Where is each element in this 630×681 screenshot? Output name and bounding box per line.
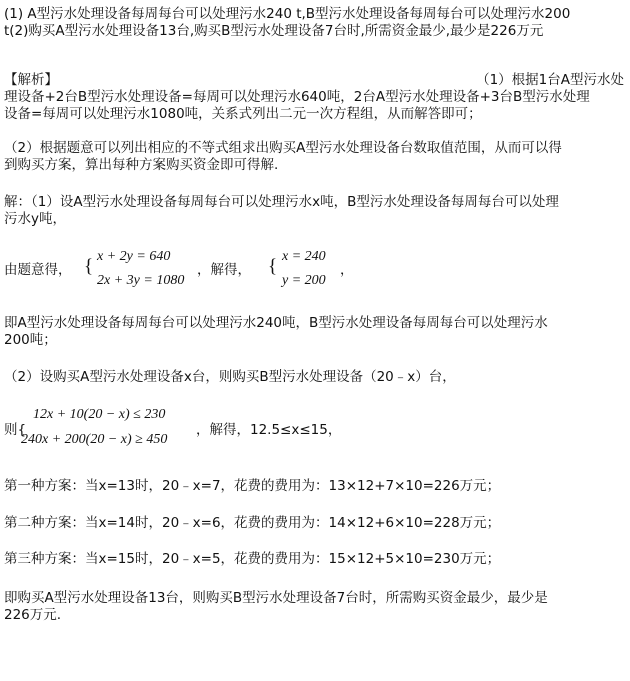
- analysis-p2-line1: （2）根据题意可以列出相应的不等式组求出购买A型污水处理设备台数取值范围，从而可以得: [4, 140, 562, 156]
- then-label: 则{: [4, 422, 27, 438]
- solve-label: ，解得，: [197, 262, 251, 278]
- inequality-2: 240x + 200(20 − x) ≥ 450: [21, 432, 168, 447]
- answer-line-1: (1) A型污水处理设备每周每台可以处理污水240 t,B型污水处理设备每周每台可以处理污水200: [4, 6, 571, 22]
- solution-part2: （2）设购买A型污水处理设备x台，则购买B型污水处理设备（20﹣x）台，: [4, 369, 456, 385]
- analysis-p2-line2: 到购买方案，算出每种方案购买资金即可得解.: [4, 157, 279, 173]
- solution-y: y = 200: [282, 273, 326, 288]
- equation-2: 2x + 3y = 1080: [97, 273, 185, 288]
- conclusion-line2: 226万元.: [4, 607, 62, 623]
- solution-x: x = 240: [282, 249, 326, 264]
- analysis-p1-line2: 理设备+2台B型污水处理设备=每周可以处理污水640吨，2台A型污水处理设备+3台B型污水处理: [4, 89, 590, 105]
- inequality-1: 12x + 10(20 − x) ≤ 230: [33, 407, 166, 422]
- solution-part1-line1: 解：（1）设A型污水处理设备每周每台可以处理污水x吨，B型污水处理设备每周每台可以处理: [4, 194, 559, 210]
- plan-3: 第三种方案：当x=15时，20﹣x=5，花费的费用为：15×12+5×10=230万元；: [4, 551, 501, 567]
- plan-1: 第一种方案：当x=13时，20﹣x=7，花费的费用为：13×12+7×10=226万元；: [4, 478, 501, 494]
- plan-2: 第二种方案：当x=14时，20﹣x=6，花费的费用为：14×12+6×10=228万元；: [4, 515, 501, 531]
- result-1-line1: 即A型污水处理设备每周每台可以处理污水240吨，B型污水处理设备每周每台可以处理污水: [4, 315, 548, 331]
- answer-line-2: t(2)购买A型污水处理设备13台,购买B型污水处理设备7台时,所需资金最少,最少是226万元: [4, 23, 544, 39]
- system-brace-2: {: [268, 256, 278, 277]
- analysis-heading: 【解析】: [4, 72, 58, 88]
- analysis-p1-start: （1）根据1台A型污水处: [476, 72, 624, 88]
- equation-1: x + 2y = 640: [97, 249, 171, 264]
- solution-part1-line2: 污水y吨，: [4, 211, 66, 227]
- system-brace-1: {: [84, 256, 94, 277]
- inequality-result: ，解得，12.5≤x≤15，: [196, 422, 342, 438]
- conclusion-line1: 即购买A型污水处理设备13台，则购买B型污水处理设备7台时，所需购买资金最少，最少是: [4, 590, 548, 606]
- by-meaning-label: 由题意得，: [4, 262, 72, 278]
- result-1-line2: 200吨；: [4, 332, 57, 348]
- analysis-p1-line3: 设备=每周可以处理污水1080吨，关系式列出二元一次方程组，从而解答即可；: [4, 106, 482, 122]
- comma: ，: [340, 262, 354, 278]
